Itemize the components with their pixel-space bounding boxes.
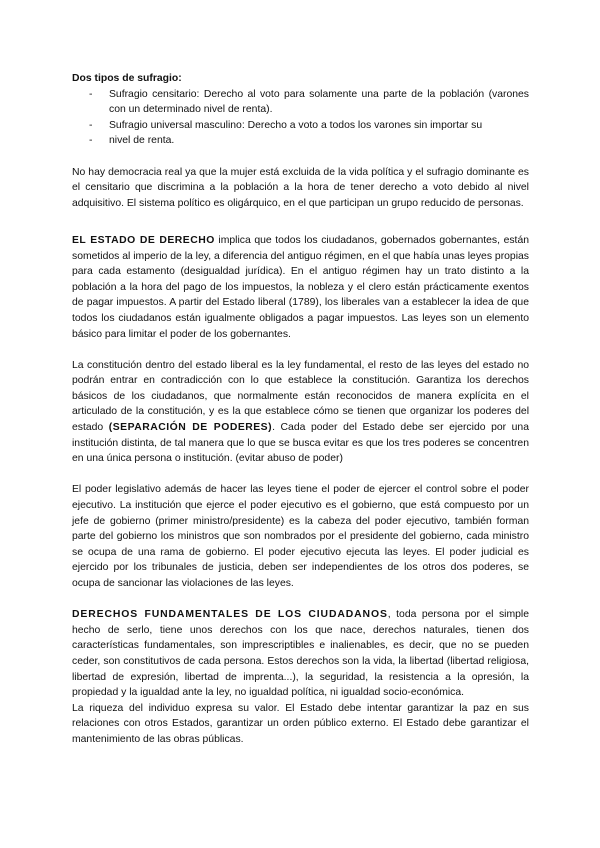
section-heading: Dos tipos de sufragio:	[72, 73, 182, 84]
suffrage-list	[72, 87, 529, 149]
document-page	[72, 71, 529, 748]
paragraph-text: , toda persona por el simple hecho de serlo, tiene unos derechos con los que nace, derechos naturales, tienen dos características fundamentales, son imprescriptibles e inalienables, es decir, que no se pueden ceder, son constitutivos de cada persona. Estos derechos son la vida, la libertad (libertad religiosa, libertad de expresión, libertad de imprenta...), la seguridad, la resistencia a la opresión, la propiedad y la igualdad ante la ley, no igualdad política, ni igualdad socio-económica.	[72, 609, 529, 699]
term-separacion-poderes: (SEPARACIÓN DE PODERES)	[108, 422, 273, 434]
paragraph-text: La constitución dentro del estado liberal es la ley fundamental, el resto de las leyes del estado no podrán entrar en contradicción con lo que establece la constitución. Garantiza los derechos básicos de los ciudadanos, que normalmente están reconocidos de manera explícita en el articulado de la constitución, y es la que establece cómo se tienen que organizar los poderes del estado	[72, 359, 529, 434]
paragraph-wealth: La riqueza del individuo expresa su valor. El Estado debe intentar garantizar la paz en sus relaciones con otros Estados, garantizar un orden público externo. El Estado debe garantizar el mantenimiento de las obras públicas.	[72, 702, 529, 745]
list-item-text: Sufragio censitario: Derecho al voto para solamente una parte de la población (varones con un determinado nivel de renta).	[109, 88, 529, 116]
paragraph-constitution	[72, 358, 529, 467]
paragraph-powers: El poder legislativo además de hacer las leyes tiene el poder de ejercer el control sobre el poder ejecutivo. La institución que ejerce el poder ejecutivo es el gobierno, que está compuesto por un jefe de gobierno (primer ministro/presidente) es la cabeza del poder ejecutivo, también forman parte del gobierno los ministros que son nombrados por el presidente del gobierno, cada ministro se ocupa de una rama de gobierno. El poder ejecutivo ejecuta las leyes. El poder judicial es ejercido por los tribunales de justicia, deben ser independientes de los otros dos poderes, se ocupa de sancionar las violaciones de las leyes.	[72, 484, 529, 589]
dash-bullet: -	[89, 135, 93, 147]
list-item	[72, 87, 529, 118]
list-item	[72, 133, 529, 149]
list-item-text: nivel de renta.	[109, 135, 175, 147]
list-item	[72, 118, 529, 134]
dash-bullet: -	[89, 88, 93, 100]
paragraph-text: . Cada poder del Estado debe ser ejercido por una institución distinta, de tal manera que lo que se busca evitar es que los tres poderes se concentren en una única persona o institución. (evitar abuso de poder)	[72, 422, 529, 465]
paragraph-text: implica que todos los ciudadanos, gobernados gobernantes, están sometidos al imperio de la ley, a diferencia del antiguo régimen, en el que había unas leyes propias para cada estamento (desigualdad jurídica). En el antiguo régimen hay un trato distinto a la población a la hora del pago de los impuestos, la nobleza y el clero están prácticamente exentos de pagar impuestos. A partir del Estado liberal (1789), los liberales van a establecer la idea de que todos los ciudadanos están igualmente obligados a pagar impuestos. Las leyes son un elemento básico para limitar el poder de los gobernantes.	[72, 234, 529, 340]
dash-bullet: -	[89, 119, 93, 131]
paragraph-rights	[72, 607, 529, 701]
paragraph-rule-of-law	[72, 233, 529, 342]
paragraph-democracy: No hay democracia real ya que la mujer está excluida de la vida política y el sufragio dominante es el censitario que discrimina a la población a la hora de tener derecho a voto debido al nivel adquisitivo. El sistema político es oligárquico, en el que participan un grupo reducido de personas.	[72, 166, 529, 209]
term-derechos-fundamentales: DERECHOS FUNDAMENTALES DE LOS CIUDADANOS	[72, 609, 388, 621]
term-estado-de-derecho: EL ESTADO DE DERECHO	[72, 234, 215, 246]
list-item-text: Sufragio universal masculino: Derecho a voto a todos los varones sin importar su	[109, 119, 483, 131]
